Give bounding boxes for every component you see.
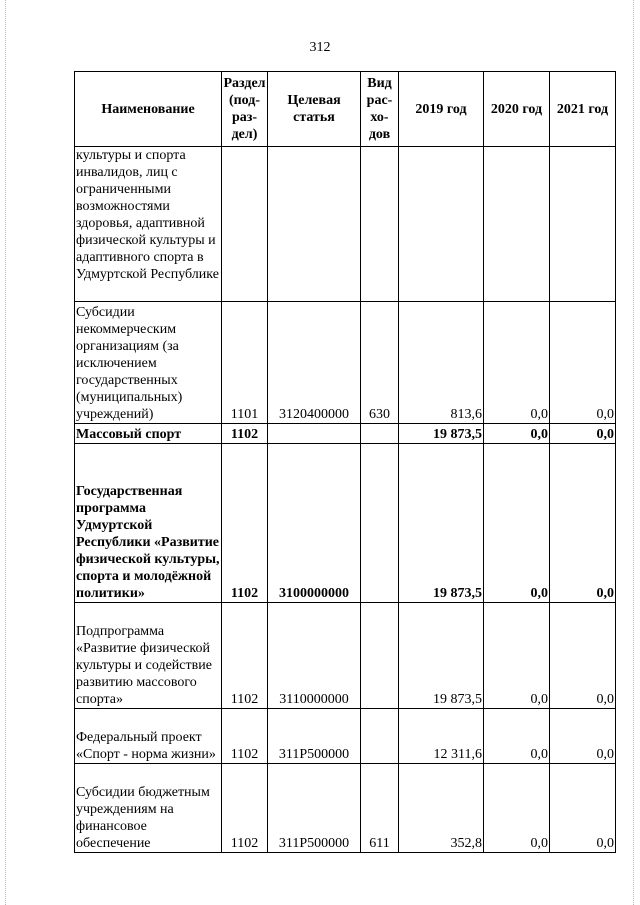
row-target: 3120400000 [268, 302, 361, 424]
row-2021: 0,0 [550, 444, 616, 603]
row-expense-type [361, 709, 399, 764]
header-2020: 2020 год [484, 72, 550, 147]
table-row [75, 764, 616, 853]
row-2020: 0,0 [484, 302, 550, 424]
header-expense-type: Вид рас-хо-дов [361, 72, 399, 147]
row-section [222, 147, 268, 302]
row-2020: 0,0 [484, 764, 550, 853]
row-expense-type: 630 [361, 302, 399, 424]
row-2021: 0,0 [550, 302, 616, 424]
row-section: 1102 [222, 424, 268, 444]
row-expense-type [361, 603, 399, 709]
row-2020: 0,0 [484, 603, 550, 709]
table-row [75, 302, 616, 424]
row-2019: 19 873,5 [399, 444, 484, 603]
row-2021: 0,0 [550, 764, 616, 853]
row-name: культуры и спорта инвалидов, лиц с ограниченными возможностями здоровья, адаптивной физической культуры и адаптивного спорта в Удмуртской Республике [75, 147, 222, 302]
row-target: 311P500000 [268, 709, 361, 764]
row-target: 311P500000 [268, 764, 361, 853]
left-scan-edge [5, 0, 7, 905]
row-target: 3100000000 [268, 444, 361, 603]
row-section: 1102 [222, 603, 268, 709]
row-name: Федеральный проект «Спорт - норма жизни» [75, 709, 222, 764]
row-2021: 0,0 [550, 709, 616, 764]
row-target [268, 424, 361, 444]
table-header-row [75, 72, 616, 147]
row-name: Массовый спорт [75, 424, 222, 444]
row-2021: 0,0 [550, 603, 616, 709]
row-expense-type [361, 444, 399, 603]
row-2020: 0,0 [484, 444, 550, 603]
table-row [75, 709, 616, 764]
row-2021 [550, 147, 616, 302]
right-scan-edge [633, 0, 635, 905]
row-section: 1101 [222, 302, 268, 424]
row-section: 1102 [222, 764, 268, 853]
row-2019: 19 873,5 [399, 424, 484, 444]
row-section: 1102 [222, 444, 268, 603]
row-expense-type [361, 424, 399, 444]
budget-table [74, 71, 616, 853]
row-name: Субсидии некоммерческим организациям (за исключением государственных (муниципальных) учреждений) [75, 302, 222, 424]
row-2020: 0,0 [484, 424, 550, 444]
row-2019 [399, 147, 484, 302]
row-2020: 0,0 [484, 709, 550, 764]
row-name: Субсидии бюджетным учреждениям на финансовое обеспечение [75, 764, 222, 853]
row-name: Подпрограмма «Развитие физической культуры и содействие развитию массового спорта» [75, 603, 222, 709]
page-number: 312 [309, 40, 331, 55]
row-2019: 12 311,6 [399, 709, 484, 764]
row-expense-type: 611 [361, 764, 399, 853]
header-name: Наименование [75, 72, 222, 147]
table-row [75, 444, 616, 603]
table-row [75, 147, 616, 302]
header-target: Целевая статья [268, 72, 361, 147]
header-2019: 2019 год [399, 72, 484, 147]
table-row [75, 603, 616, 709]
row-expense-type [361, 147, 399, 302]
row-section: 1102 [222, 709, 268, 764]
header-section: Раздел (под-раз-дел) [222, 72, 268, 147]
row-2019: 352,8 [399, 764, 484, 853]
row-2020 [484, 147, 550, 302]
row-target [268, 147, 361, 302]
table-row [75, 424, 616, 444]
row-2019: 19 873,5 [399, 603, 484, 709]
row-2021: 0,0 [550, 424, 616, 444]
header-2021: 2021 год [550, 72, 616, 147]
row-name: Государственная программа Удмуртской Республики «Развитие физической культуры, спорта и молодёжной политики» [75, 444, 222, 603]
row-2019: 813,6 [399, 302, 484, 424]
row-target: 3110000000 [268, 603, 361, 709]
